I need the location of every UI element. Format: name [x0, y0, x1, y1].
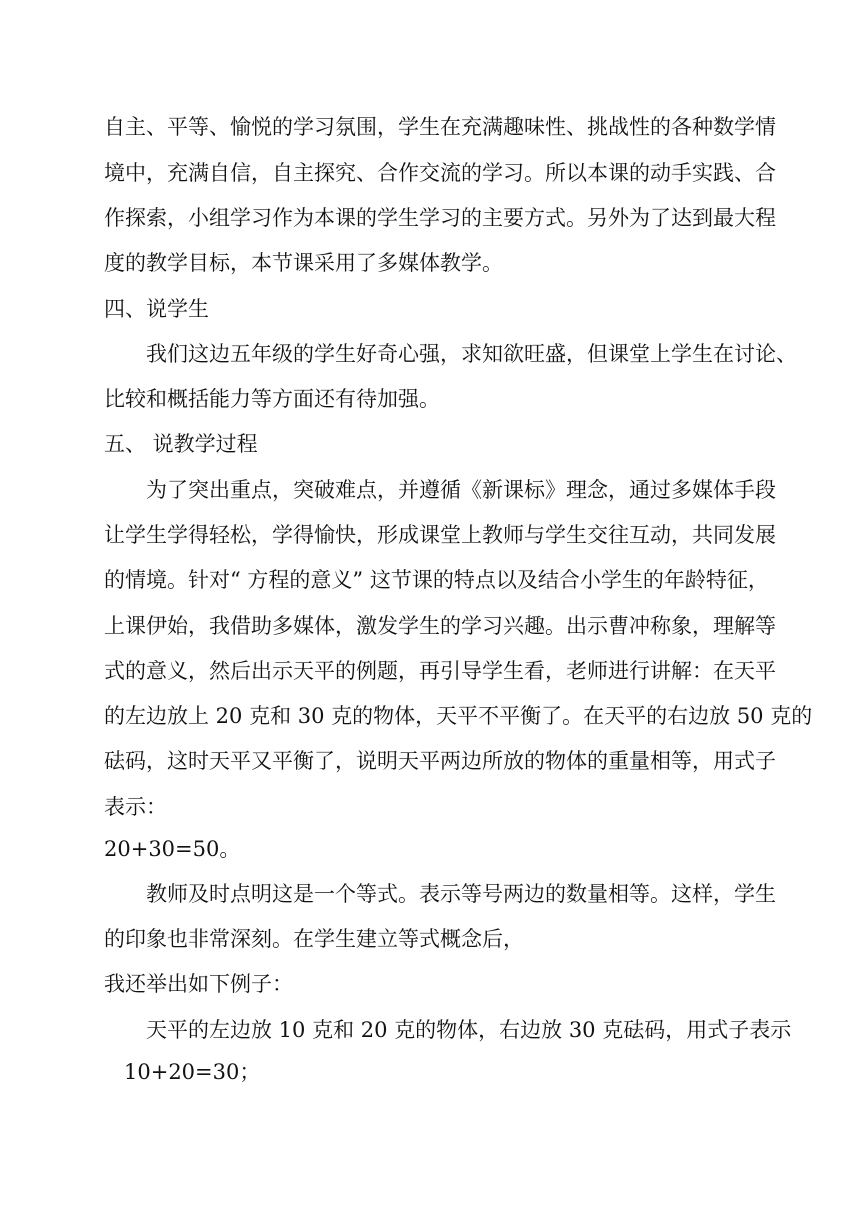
text-line: 比较和概括能力等方面还有待加强。 [104, 387, 440, 411]
equation-line: 20+30=50。 [104, 837, 241, 861]
text-line: 让学生学得轻松，学得愉快，形成课堂上教师与学生交往互动，共同发展 [104, 523, 776, 547]
text-line: 的印象也非常深刻。在学生建立等式概念后， [104, 927, 524, 951]
text-line: 的情境。针对“ 方程的意义” 这节课的特点以及结合小学生的年龄特征， [104, 568, 769, 592]
equation-line: 10+20=30； [124, 1060, 261, 1084]
text-line: 为了突出重点，突破难点，并遵循《新课标》理念，通过多媒体手段 [146, 478, 776, 502]
section-heading: 五、 说教学过程 [104, 432, 258, 456]
text-line: 度的教学目标，本节课采用了多媒体教学。 [104, 251, 503, 275]
section-heading: 四、说学生 [104, 297, 209, 321]
text-line: 我还举出如下例子： [104, 972, 293, 996]
text-line: 我们这边五年级的学生好奇心强，求知欲旺盛，但课堂上学生在讨论、 [146, 342, 797, 366]
text-line: 作探索，小组学习作为本课的学生学习的主要方式。另外为了达到最大程 [104, 206, 776, 230]
text-line: 上课伊始，我借助多媒体，激发学生的学习兴趣。出示曹冲称象，理解等 [104, 614, 776, 638]
text-line: 天平的左边放 10 克和 20 克的物体，右边放 30 克砝码，用式子表示 [146, 1018, 792, 1042]
text-line: 境中，充满自信，自主探究、合作交流的学习。所以本课的动手实践、合 [104, 161, 776, 185]
text-line: 砝码，这时天平又平衡了，说明天平两边所放的物体的重量相等，用式子 [104, 749, 776, 773]
text-line: 教师及时点明这是一个等式。表示等号两边的数量相等。这样，学生 [146, 882, 776, 906]
text-line: 式的意义，然后出示天平的例题，再引导学生看，老师进行讲解：在天平 [104, 659, 776, 683]
text-line: 自主、平等、愉悦的学习氛围，学生在充满趣味性、挑战性的各种数学情 [104, 115, 776, 139]
text-line: 表示： [104, 795, 167, 819]
text-line: 的左边放上 20 克和 30 克的物体，天平不平衡了。在天平的右边放 50 克的 [104, 704, 813, 728]
